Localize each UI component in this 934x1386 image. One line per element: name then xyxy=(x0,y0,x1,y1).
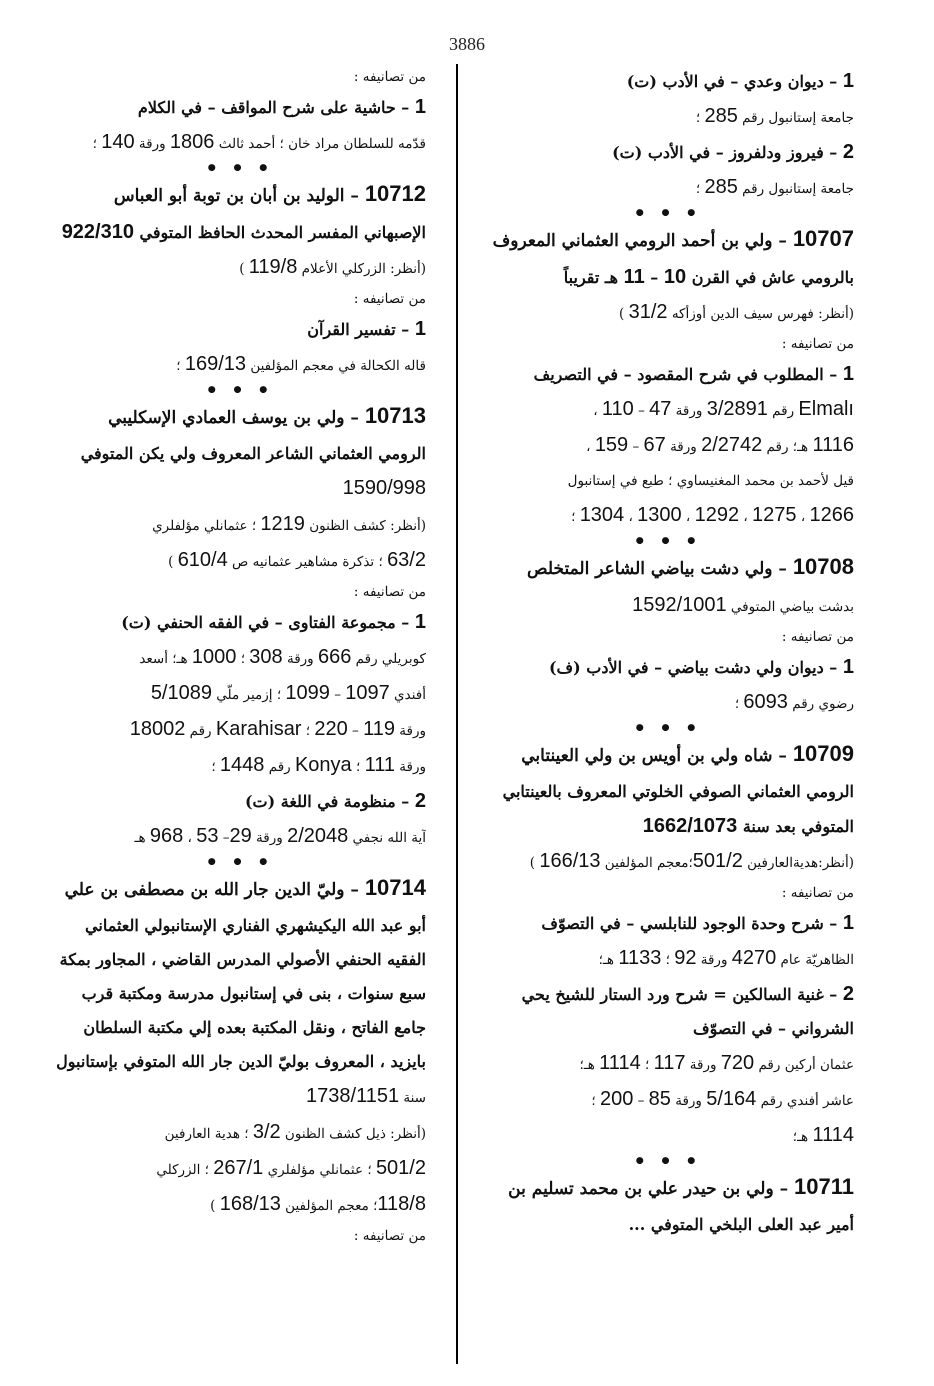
section-label: من تصانيفه : xyxy=(781,629,854,645)
work-line: 2 – غنية السالكين = شرح ورد الستار للشيخ يحي xyxy=(521,983,854,1005)
column-divider xyxy=(456,64,458,1364)
page-number: 3886 xyxy=(449,34,485,54)
work-line: 1 – تفسير القرآن xyxy=(307,318,426,340)
source-line: قاله الكحالة في معجم المؤلفين 169/13 ؛ xyxy=(176,353,426,375)
work-line: الإصبهاني المفسر المحدث الحافظ المتوفي 922/310 xyxy=(61,221,426,243)
source-line: 501/2 ؛ عثمانلي مؤلفلري 267/1 ؛ الزركلي xyxy=(156,1157,426,1179)
entry-separator: • • • xyxy=(205,383,273,397)
work-line: جامع الفاتح ، ونقل المكتبة بعده إلي مكتبة السلطان xyxy=(83,1018,426,1037)
section-label: من تصانيفه : xyxy=(353,584,426,600)
source-line: جامعة إستانبول رقم 285 ؛ xyxy=(695,105,854,127)
source-line: 1590/998 xyxy=(342,477,426,499)
section-label: من تصانيفه : xyxy=(353,69,426,85)
entry-separator: • • • xyxy=(633,721,701,735)
source-line: ورقة 119 – 220 ؛ Karahisar رقم 18002 xyxy=(129,718,426,740)
work-line: الرومي العثماني الصوفي الخلوتي المعروف بالعينتابي xyxy=(502,782,854,801)
entry-separator: • • • xyxy=(633,1154,701,1168)
work-line: 1 – حاشية على شرح المواقف – في الكلام xyxy=(137,96,426,118)
entry-heading: 10709 – شاه ولي بن أويس بن ولي العينتابي xyxy=(521,741,854,766)
entry-separator: • • • xyxy=(633,206,701,220)
work-line: سبع سنوات ، بنى في إستانبول مدرسة ومكتبة قرب xyxy=(81,984,426,1003)
work-line: 1 – ديوان ولي دشت بياضي – في الأدب (ف) xyxy=(548,656,854,678)
section-label: من تصانيفه : xyxy=(781,885,854,901)
entry-heading: 10714 – وليّ الدين جار الله بن مصطفى بن علي xyxy=(64,875,426,900)
entry-separator: • • • xyxy=(205,855,273,869)
work-line: 1 – شرح وحدة الوجود للنابلسي – في التصوّف xyxy=(541,912,854,934)
entry-heading: 10707 – ولي بن أحمد الرومي العثماني المعروف xyxy=(492,226,854,251)
source-line: عثمان أركين رقم 720 ورقة 117 ؛ 1114 هـ؛ xyxy=(579,1052,854,1074)
source-line: ورقة 111 ؛ Konya رقم 1448 ؛ xyxy=(211,754,426,776)
work-line: 1 – ديوان وعدي – في الأدب (ت) xyxy=(626,70,854,92)
source-line: جامعة إستانبول رقم 285 ؛ xyxy=(695,176,854,198)
entry-separator: • • • xyxy=(205,161,273,175)
work-line: بايزيد ، المعروف بوليّ الدين جار الله المتوفي بإستانبول xyxy=(56,1052,426,1071)
source-line: الظاهريّة عام 4270 ورقة 92 ؛ 1133 هـ؛ xyxy=(598,947,854,969)
source-line: عاشر أفندي رقم 5/164 ورقة 85 – 200 ؛ xyxy=(591,1088,854,1110)
source-line: بدشت بياضي المتوفي 1592/1001 xyxy=(632,594,854,616)
entry-heading: 10708 – ولي دشت بياضي الشاعر المتخلص xyxy=(527,554,854,579)
source-line: آية الله نجفي 2/2048 ورقة 29– 53 ، 968 هـ xyxy=(134,825,426,847)
work-line: 2 – فيروز ودلفروز – في الأدب (ت) xyxy=(612,141,854,163)
source-line: أفندي 1097 – 1099 ؛ إزمير ملّي 5/1089 xyxy=(150,682,426,704)
source-line: (أنظر: فهرس سيف الدين أوزأكه 31/2 ) xyxy=(619,301,854,323)
work-line: 2 – منظومة في اللغة (ت) xyxy=(244,790,426,812)
source-line: سنة 1738/1151 xyxy=(306,1085,426,1107)
source-line: (أنظر: الزركلي الأعلام 119/8 ) xyxy=(239,256,426,278)
entry-separator: • • • xyxy=(633,534,701,548)
section-label: من تصانيفه : xyxy=(353,291,426,307)
right-column xyxy=(480,64,854,1242)
source-line: 63/2 ؛ تذكرة مشاهير عثمانيه ص 610/4 ) xyxy=(168,549,426,571)
work-line: الشرواني – في التصوّف xyxy=(693,1019,854,1038)
source-line: Elmalı رقم 3/2891 ورقة 47 – 110 ، xyxy=(593,398,854,420)
entry-heading: 10712 – الوليد بن أبان بن توبة أبو العباس xyxy=(113,181,426,206)
work-line: أمير عبد العلى البلخي المتوفي ... xyxy=(628,1215,854,1234)
work-line: الرومي العثماني الشاعر المعروف ولي يكن المتوفي xyxy=(80,444,426,463)
work-line: الفقيه الحنفي الأصولي المدرس القاضي ، المجاور بمكة xyxy=(59,950,426,969)
work-line: أبو عبد الله اليكيشهري الفناري الإستانبولي العثماني xyxy=(85,916,426,935)
source-line: 1266 ، 1275 ، 1292 ، 1300 ، 1304 ؛ xyxy=(571,504,854,526)
source-line: (أنظر: كشف الظنون 1219 ؛ عثمانلي مؤلفلري xyxy=(152,513,426,535)
source-line: 118/8؛ معجم المؤلفين 168/13 ) xyxy=(210,1193,426,1215)
source-line: (أنظر: ذيل كشف الظنون 3/2 ؛ هدية العارفين xyxy=(164,1121,426,1143)
work-line: المتوفي بعد سنة 1662/1073 xyxy=(642,815,854,837)
entry-heading: 10711 – ولي بن حيدر علي بن محمد تسليم بن xyxy=(508,1174,854,1199)
work-line: 1 – مجموعة الفتاوى – في الفقه الحنفي (ت) xyxy=(121,611,426,633)
source-line: 1116 هـ؛ رقم 2/2742 ورقة 67 – 159 ، xyxy=(586,434,854,456)
work-line: بالرومي عاش في القرن 10 – 11 هـ تقريباً xyxy=(563,266,854,288)
source-line: قيل لأحمد بن محمد المغنيساوي ؛ طبع في إستانبول xyxy=(567,473,854,489)
work-line: 1 – المطلوب في شرح المقصود – في التصريف xyxy=(533,363,854,385)
entry-heading: 10713 – ولي بن يوسف العمادي الإسكليبي xyxy=(108,403,426,428)
section-label: من تصانيفه : xyxy=(781,336,854,352)
source-line: (أنظر:هديةالعارفين 501/2؛معجم المؤلفين 166/13 ) xyxy=(529,850,854,872)
source-line: رضوي رقم 6093 ؛ xyxy=(734,691,854,713)
source-line: قدّمه للسلطان مراد خان ؛ أحمد ثالث 1806 ورقة 140 ؛ xyxy=(92,131,426,153)
left-column xyxy=(52,64,426,1249)
section-label: من تصانيفه : xyxy=(353,1228,426,1244)
source-line: كوبريلي رقم 666 ورقة 308 ؛ 1000 هـ؛ أسعد xyxy=(139,646,426,668)
source-line: 1114 هـ؛ xyxy=(792,1124,854,1146)
